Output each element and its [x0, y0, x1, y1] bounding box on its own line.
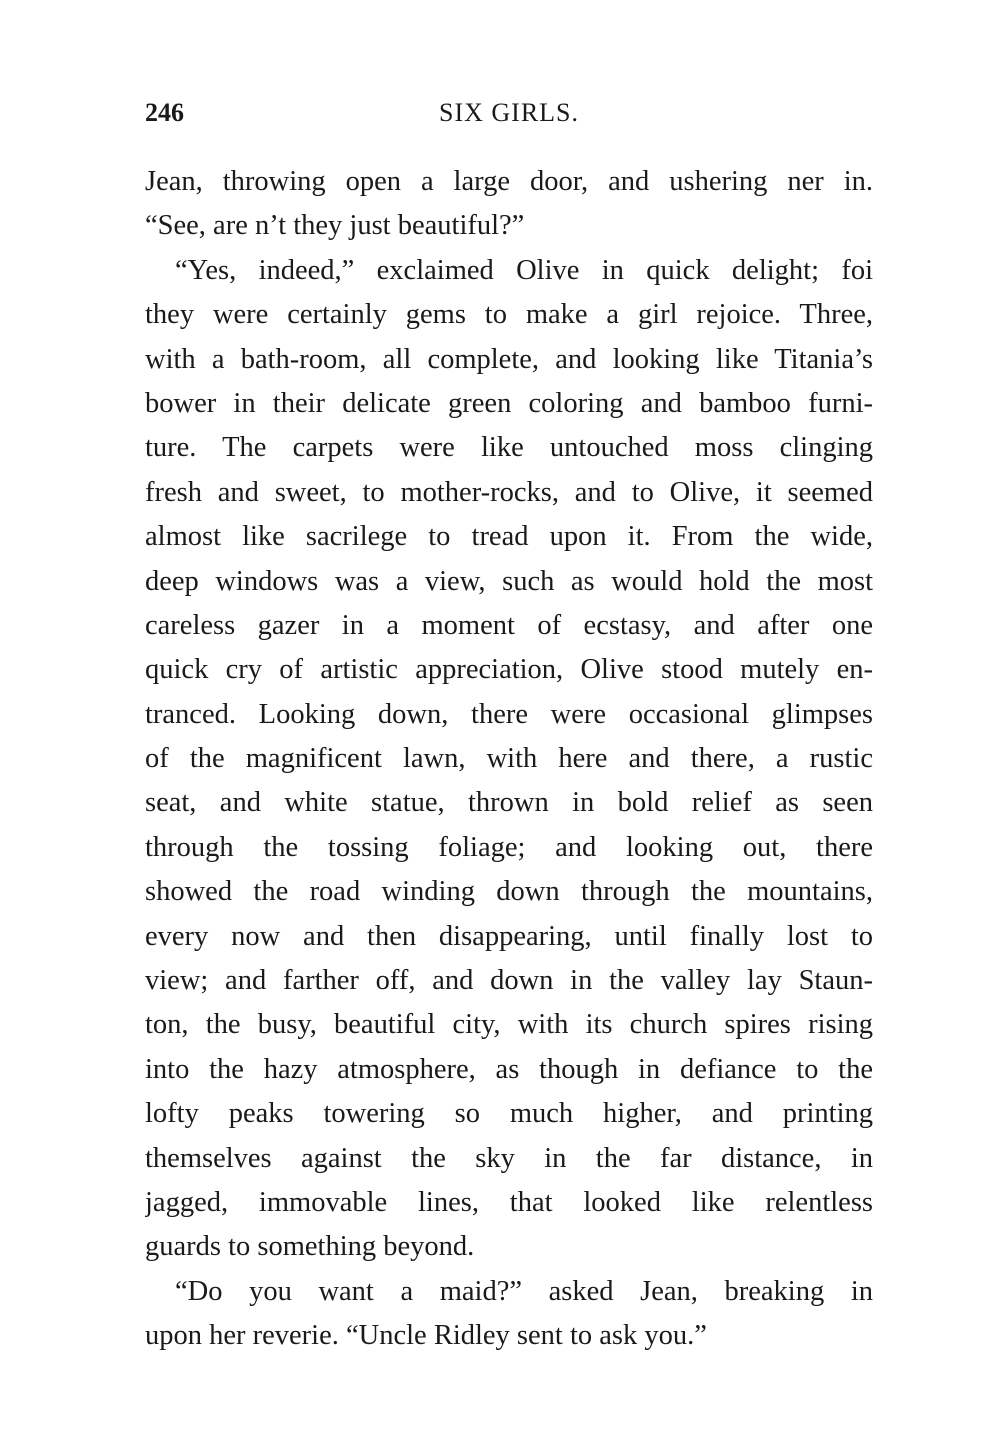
text-line: ture. The carpets were like untouched moss clinging	[145, 432, 873, 464]
text-line: “See, are n’t they just beautiful?”	[145, 210, 525, 242]
paragraph-1	[145, 160, 873, 249]
text-line: fresh and sweet, to mother-rocks, and to Olive, it seemed	[145, 476, 873, 508]
text-line: almost like sacrilege to tread upon it. From the wide,	[145, 521, 873, 553]
text-line: of the magnificent lawn, with here and there, a rustic	[145, 743, 873, 775]
paragraph-2	[145, 249, 873, 1270]
text-line: into the hazy atmosphere, as though in defiance to the	[145, 1053, 873, 1085]
text-line: jagged, immovable lines, that looked like relentless	[145, 1186, 873, 1218]
page-number: 246	[145, 98, 184, 127]
text-line: every now and then disappearing, until finally lost to	[145, 920, 873, 952]
text-line: guards to something beyond.	[145, 1231, 475, 1263]
text-line: ton, the busy, beautiful city, with its church spires rising	[145, 1009, 873, 1041]
paragraph-3	[145, 1270, 873, 1359]
text-line: through the tossing foliage; and looking out, there	[145, 831, 873, 863]
text-line: quick cry of artistic appreciation, Olive stood mutely en-	[145, 654, 873, 686]
text-line: bower in their delicate green coloring and bamboo furni-	[145, 387, 873, 419]
text-line: tranced. Looking down, there were occasional glimpses	[145, 698, 873, 730]
text-line: themselves against the sky in the far distance, in	[145, 1142, 873, 1174]
body-text	[145, 160, 873, 1359]
text-line: with a bath-room, all complete, and looking like Titania’s	[145, 343, 873, 375]
text-line: seat, and white statue, thrown in bold relief as seen	[145, 787, 873, 819]
text-line: showed the road winding down through the mountains,	[145, 876, 873, 908]
text-line: “Do you want a maid?” asked Jean, breaking in	[175, 1275, 873, 1307]
text-line: Jean, throwing open a large door, and ushering ner in.	[145, 166, 873, 197]
text-line: “Yes, indeed,” exclaimed Olive in quick delight; foi	[175, 254, 873, 286]
text-line: they were certainly gems to make a girl rejoice. Three,	[145, 299, 873, 331]
page-header	[145, 98, 873, 134]
text-line: careless gazer in a moment of ecstasy, and after one	[145, 609, 873, 641]
text-line: lofty peaks towering so much higher, and printing	[145, 1098, 873, 1130]
running-title: SIX GIRLS.	[438, 98, 579, 127]
text-line: upon her reverie. “Uncle Ridley sent to ask you.”	[145, 1320, 707, 1352]
text-line: deep windows was a view, such as would hold the most	[145, 565, 873, 597]
text-line: view; and farther off, and down in the valley lay Staun-	[145, 965, 873, 997]
